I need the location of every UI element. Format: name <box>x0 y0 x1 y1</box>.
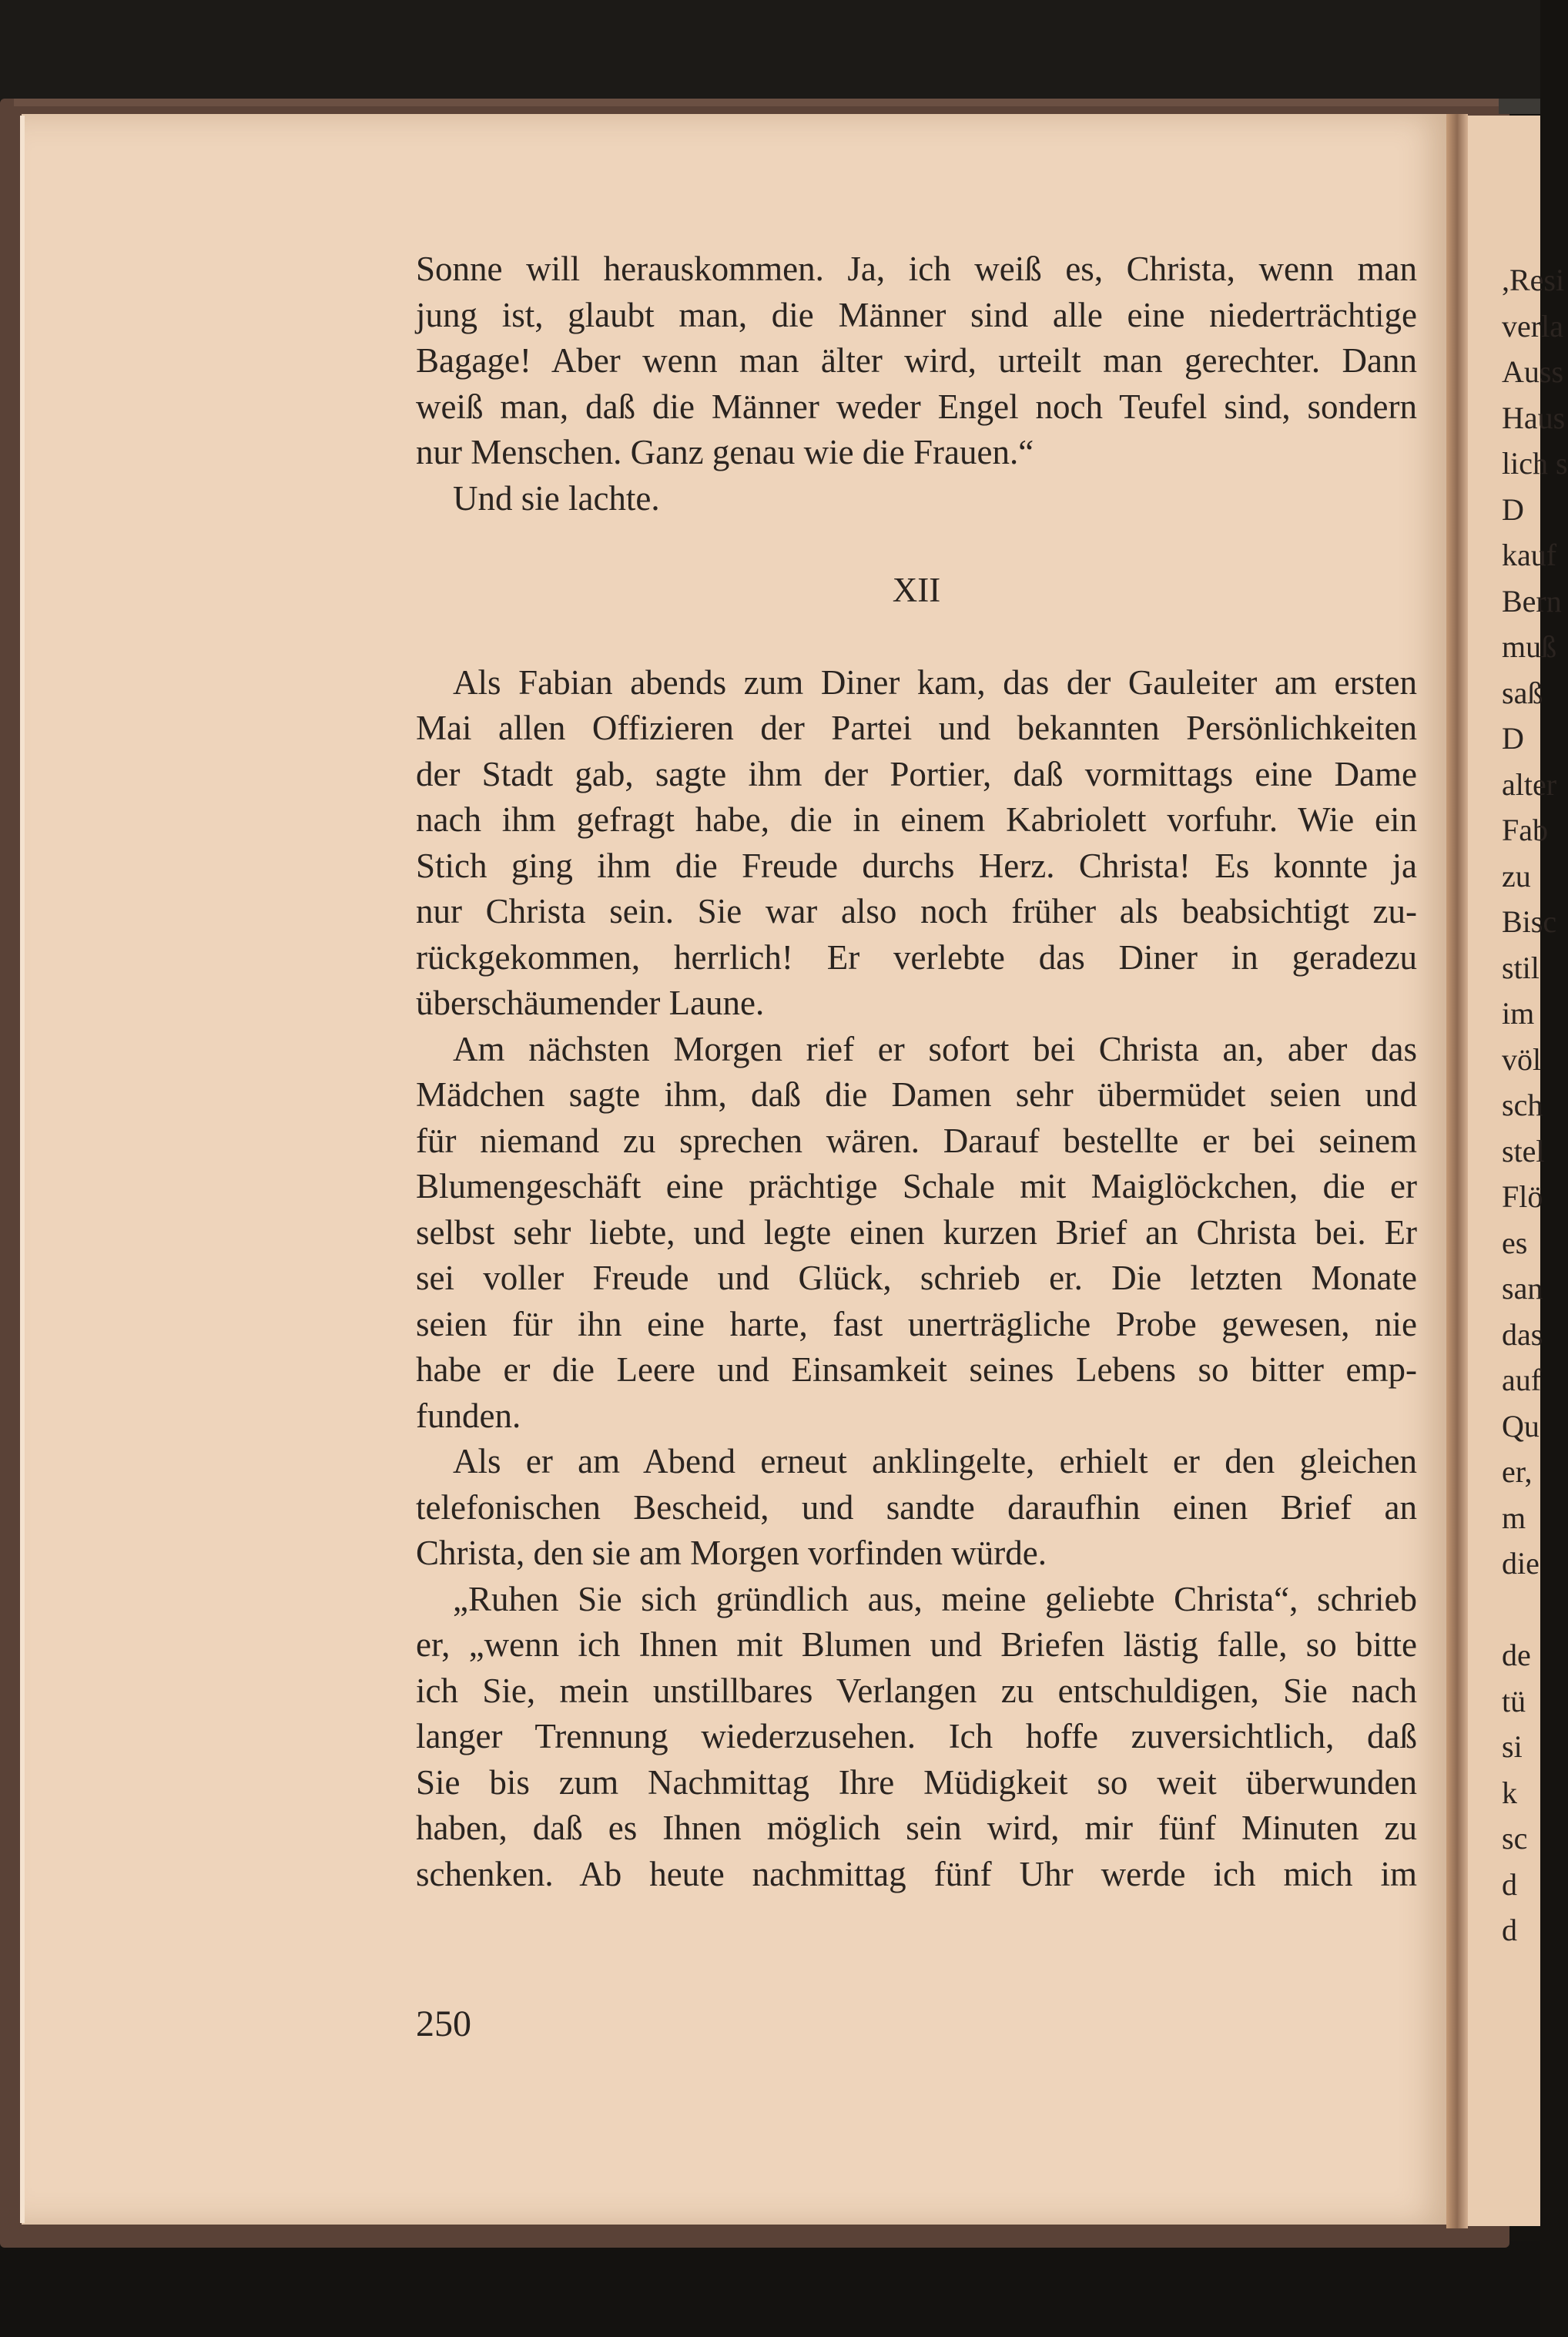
facing-page-fragment: Bern <box>1502 583 1562 619</box>
spacer <box>416 614 1417 660</box>
facing-page-fragment: saß <box>1502 675 1543 710</box>
text-line: haben, daß es Ihnen möglich sein wird, mir fünf Minuten zu <box>416 1809 1417 1847</box>
facing-page-fragment: d <box>1502 1913 1517 1947</box>
text-line: nur Christa sein. Sie war also noch früher als beabsichtigt zu- <box>416 892 1417 930</box>
text-line: schenken. Ab heute nachmittag fünf Uhr werde ich mich im <box>416 1854 1417 1893</box>
facing-page-fragment: lich s <box>1502 446 1568 481</box>
facing-page-fragment: stel <box>1502 1133 1545 1168</box>
text-line: der Stadt gab, sagte ihm der Portier, daß vormittags eine Dame <box>416 754 1417 793</box>
paragraph-before-heading <box>416 246 1417 521</box>
text-line: Bagage! Aber wenn man älter wird, urteilt man gerechter. Dann <box>416 341 1417 380</box>
page-number: 250 <box>416 2003 471 2044</box>
facing-page-fragment: tü <box>1502 1683 1526 1718</box>
text-line: seien für ihn eine harte, fast unerträgliche Probe gewesen, nie <box>416 1304 1417 1343</box>
text-line: jung ist, glaubt man, die Männer sind alle eine niederträchtige <box>416 295 1417 334</box>
facing-page-fragment: im <box>1502 996 1535 1031</box>
book-gutter <box>1446 114 1468 2228</box>
text-line: Und sie lachte. <box>453 478 660 518</box>
facing-page-fragment: Auss <box>1502 354 1564 389</box>
facing-page-fragment: Flö <box>1502 1179 1543 1214</box>
facing-page-fragment: die <box>1502 1546 1540 1581</box>
text-line: Als Fabian abends zum Diner kam, das der Gauleiter am ersten <box>453 662 1417 702</box>
paragraphs-after-heading <box>416 660 1417 1898</box>
dark-background-top <box>0 0 1540 100</box>
facing-page-fragment: völ <box>1502 1041 1542 1077</box>
facing-page-fragment: Fab <box>1502 813 1548 847</box>
text-line: telefonischen Bescheid, und sandte daraufhin einen Brief an <box>416 1487 1417 1527</box>
text-line: funden. <box>416 1396 521 1435</box>
text-line: Mai allen Offizieren der Partei und bekannten Persönlichkeiten <box>416 709 1417 747</box>
facing-page-fragment: zu <box>1502 858 1531 894</box>
text-line: Als er am Abend erneut anklingelte, erhielt er den gleichen <box>453 1442 1417 1480</box>
facing-page-fragment: Qu <box>1502 1408 1540 1443</box>
text-line: er, „wenn ich Ihnen mit Blumen und Briefen lästig falle, so bitte <box>416 1625 1417 1664</box>
facing-page-fragment: sc <box>1502 1821 1528 1856</box>
text-line: weiß man, daß die Männer weder Engel noch Teufel sind, sondern <box>416 387 1417 426</box>
text-line: Sonne will herauskommen. Ja, ich weiß es, Christa, wenn man <box>416 250 1417 288</box>
text-line: „Ruhen Sie sich gründlich aus, meine geliebte Christa“, schrieb <box>453 1579 1417 1618</box>
text-line: Stich ging ihm die Freude durchs Herz. Christa! Es konnte ja <box>416 846 1417 885</box>
facing-page-fragment: verla <box>1502 308 1563 344</box>
text-line: habe er die Leere und Einsamkeit seines Lebens so bitter emp- <box>416 1350 1417 1389</box>
book-spine-corner <box>1499 99 1540 114</box>
facing-page-fragment: er, <box>1502 1454 1533 1489</box>
facing-page-edge <box>1468 116 1568 2226</box>
facing-page-fragment: k <box>1502 1775 1517 1810</box>
facing-page-fragment: muß <box>1502 629 1557 664</box>
text-line: Sie bis zum Nachmittag Ihre Müdigkeit so weit überwunden <box>416 1762 1417 1802</box>
facing-page-fragment: san <box>1502 1271 1543 1306</box>
text-line: Christa, den sie am Morgen vorfinden würde. <box>416 1534 1047 1572</box>
text-line: nur Menschen. Ganz genau wie die Frauen.“ <box>416 433 1034 471</box>
text-line: rückgekommen, herrlich! Er verlebte das Diner in geradezu <box>416 937 1417 977</box>
facing-page-fragment: Bisc <box>1502 904 1557 939</box>
facing-page-fragment: D <box>1502 721 1524 756</box>
facing-page-fragment: d <box>1502 1866 1517 1902</box>
facing-page-fragment: si <box>1502 1729 1523 1764</box>
facing-page-fragment: D <box>1502 491 1524 527</box>
facing-page-fragment: auf <box>1502 1363 1542 1397</box>
text-line: Mädchen sagte ihm, daß die Damen sehr übermüdet seien und <box>416 1075 1417 1114</box>
text-line: sei voller Freude und Glück, schrieb er. Die letzten Monate <box>416 1259 1417 1297</box>
facing-page-fragment: kauf <box>1502 538 1557 572</box>
page-edge <box>20 116 25 2223</box>
text-line: Blumengeschäft eine prächtige Schale mit Maiglöckchen, die er <box>416 1167 1417 1205</box>
facing-page-fragment: sch <box>1502 1088 1543 1122</box>
facing-page-fragment: das <box>1502 1316 1543 1352</box>
text-line: langer Trennung wiederzusehen. Ich hoffe zuversichtlich, daß <box>416 1717 1417 1755</box>
text-line: Am nächsten Morgen rief er sofort bei Christa an, aber das <box>453 1029 1417 1068</box>
facing-page-fragment: ,Resi <box>1502 263 1565 297</box>
section-heading: XII <box>892 571 941 609</box>
text-line: ich Sie, mein unstillbares Verlangen zu entschuldigen, Sie nach <box>416 1671 1417 1710</box>
dark-background-bottom <box>0 2241 1540 2337</box>
facing-page-fragment: alter <box>1502 766 1557 802</box>
text-line: für niemand zu sprechen wären. Darauf bestellte er bei seinem <box>416 1121 1417 1160</box>
text-line: nach ihm gefragt habe, die in einem Kabriolett vorfuhr. Wie ein <box>416 800 1417 839</box>
facing-page-fragment: m <box>1502 1500 1526 1535</box>
facing-page-fragment: es <box>1502 1225 1528 1260</box>
text-line: selbst sehr liebte, und legte einen kurzen Brief an Christa bei. Er <box>416 1212 1417 1252</box>
facing-page-fragment: Haus <box>1502 400 1566 435</box>
text-line: überschäumender Laune. <box>416 984 765 1022</box>
spacer <box>416 521 1417 568</box>
facing-page-fragment: stil <box>1502 950 1540 985</box>
page-text-block <box>416 246 1417 1897</box>
facing-page-fragment: de <box>1502 1638 1531 1672</box>
